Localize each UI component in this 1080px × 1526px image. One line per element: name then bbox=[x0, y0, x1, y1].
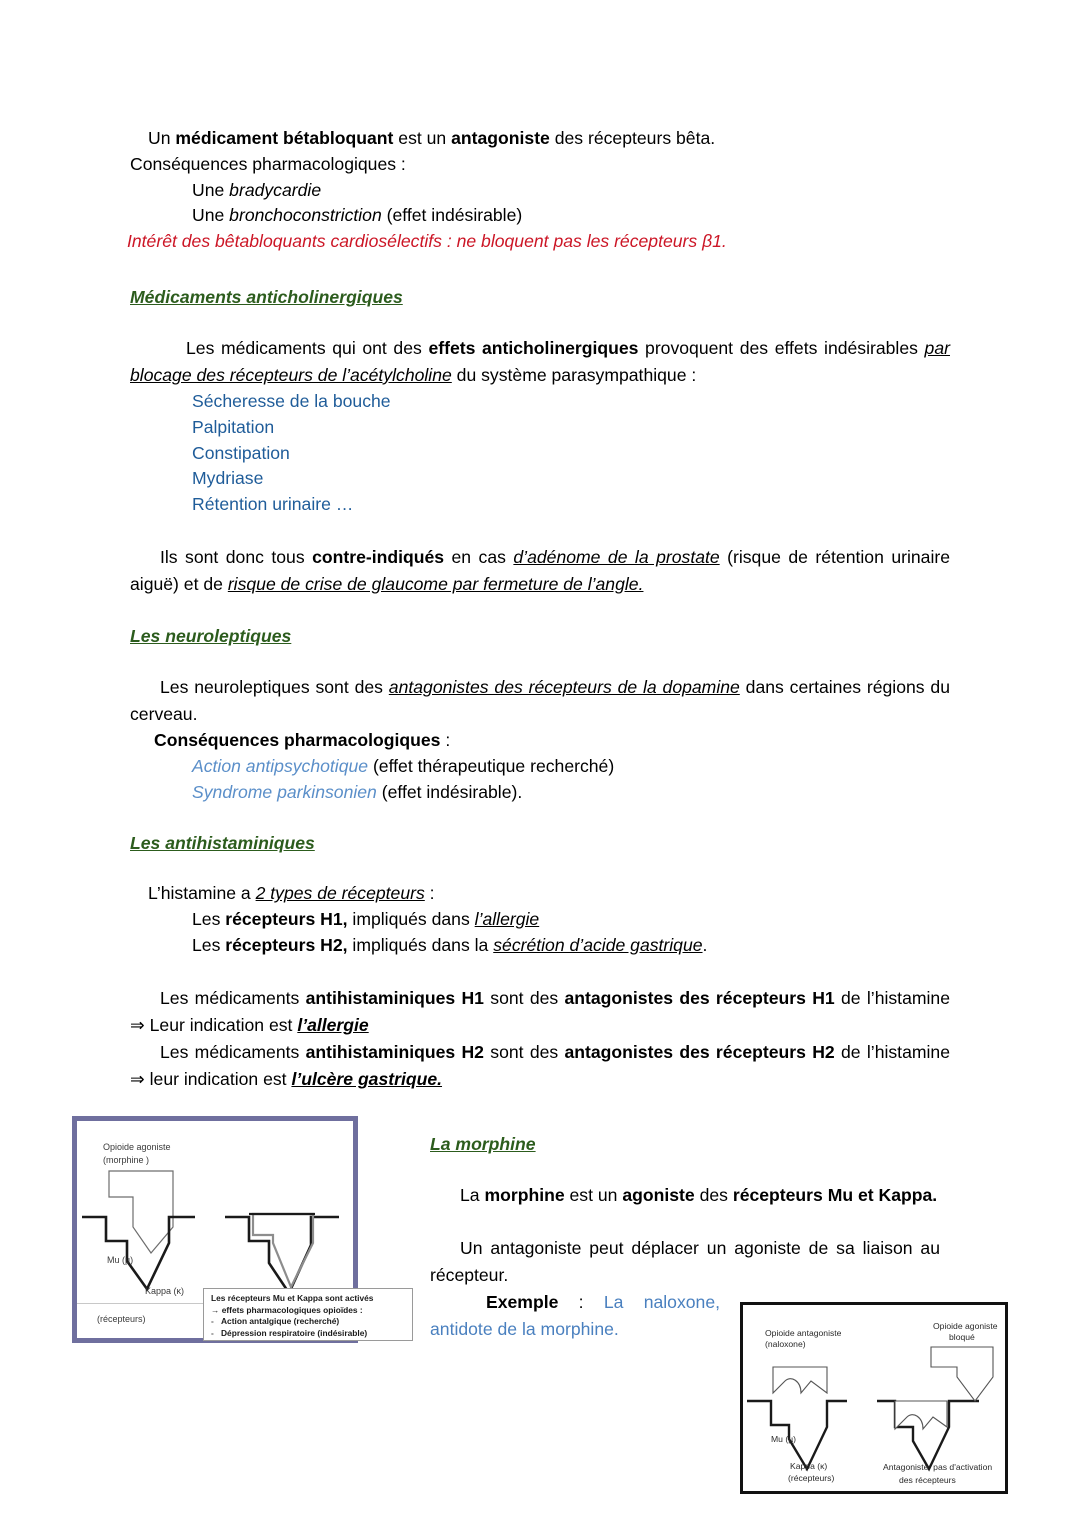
text-run: L’histamine a bbox=[148, 883, 256, 904]
blocked-agonist-shape bbox=[931, 1347, 993, 1401]
antihistamines-receptor-item bbox=[130, 933, 950, 959]
text-run-bold: agoniste bbox=[622, 1185, 695, 1205]
neuroleptics-consequences-label bbox=[130, 728, 950, 754]
text-run: de l’histamine ⇒ Leur indication est bbox=[130, 987, 950, 1035]
text-run-italic-underline: antagonistes des récepteurs de la dopamine bbox=[388, 676, 740, 697]
label-opioid-agonist-line2: (morphine ) bbox=[103, 1155, 150, 1165]
callout-line-3-text: Action antalgique (recherché) bbox=[221, 1316, 340, 1327]
text-run-bold-italic-underline: l’allergie bbox=[297, 1014, 369, 1035]
text-run: en cas bbox=[444, 546, 514, 567]
text-run-italic: bronchoconstriction bbox=[229, 205, 382, 226]
anticholinergic-effect-item: Constipation bbox=[192, 442, 290, 463]
text-run: sont des bbox=[483, 1041, 565, 1062]
text-run: Ils sont donc tous bbox=[160, 546, 313, 567]
label-kappa-receptor-2: Kappa (κ) bbox=[790, 1461, 828, 1471]
antagonist-ligand-shape bbox=[773, 1367, 827, 1393]
label-mu-receptor-2: Mu (µ) bbox=[771, 1434, 797, 1444]
betablocker-line-1 bbox=[130, 126, 950, 152]
text-run: : bbox=[424, 883, 435, 904]
text-run-bold: Conséquences pharmacologiques bbox=[154, 729, 441, 750]
morphine-paragraph-1 bbox=[430, 1182, 945, 1209]
anticholinergic-effect-item: Palpitation bbox=[192, 416, 275, 437]
text-run-italic: bradycardie bbox=[229, 179, 322, 200]
text-run: des récepteurs bêta. bbox=[549, 128, 716, 148]
text-run-bold-italic-underline: l’ulcère gastrique. bbox=[291, 1068, 443, 1089]
text-run-italic-underline: 2 types de récepteurs bbox=[255, 883, 425, 904]
anticholinergic-contraindication bbox=[130, 544, 950, 598]
antihistamines-h2-paragraph bbox=[130, 1039, 950, 1093]
text-run: impliqués dans bbox=[347, 909, 475, 930]
text-run: (effet indésirable). bbox=[376, 781, 523, 802]
text-run: est un bbox=[393, 128, 452, 148]
text-run-bold: récepteurs H1, bbox=[225, 909, 348, 930]
text-run: provoquent des effets indésirables bbox=[638, 337, 925, 358]
receptor-pocket-left-2 bbox=[747, 1401, 847, 1469]
text-run: La bbox=[460, 1185, 485, 1205]
text-run-bold: récepteurs H2, bbox=[225, 934, 348, 955]
callout-opioid-effects bbox=[203, 1288, 413, 1341]
text-run-bold: récepteurs Mu et Kappa. bbox=[732, 1185, 938, 1205]
label-opioid-antagonist-line1: Opioide antagoniste bbox=[765, 1328, 842, 1338]
betablocker-red-note: Intérêt des bêtabloquants cardiosélectifs : ne bloquent pas les récepteurs β1. bbox=[127, 231, 727, 252]
text-run: dans certaines régions du cerveau. bbox=[130, 676, 950, 724]
text-run-bold: antagoniste bbox=[451, 128, 550, 148]
bullet-dash: - bbox=[211, 1316, 214, 1327]
text-run-bold: antihistaminiques H2 bbox=[305, 1041, 484, 1062]
betablocker-bullet-1 bbox=[130, 178, 950, 204]
text-run: (effet indésirable) bbox=[381, 205, 523, 226]
label-opioid-agonist-line1: Opioide agoniste bbox=[103, 1142, 171, 1152]
anticholinergic-effect-item: Rétention urinaire … bbox=[192, 494, 354, 515]
text-run: (risque de rétention urinaire aiguë) et de bbox=[130, 546, 950, 594]
text-run-italic-underline: par blocage des récepteurs de l’acétylcholine bbox=[130, 337, 950, 385]
heading-morphine: La morphine bbox=[430, 1134, 536, 1154]
label-receptors-2: (récepteurs) bbox=[788, 1473, 835, 1483]
heading-neuroleptiques: Les neuroleptiques bbox=[130, 625, 292, 646]
text-run-italic-blue: Syndrome parkinsonien bbox=[192, 781, 377, 802]
label-mu-receptor: Mu (µ) bbox=[107, 1255, 134, 1265]
neuroleptics-consequence-item bbox=[130, 780, 950, 806]
figure-antagonist-canvas bbox=[743, 1305, 1005, 1491]
text-run: Les médicaments bbox=[160, 987, 306, 1008]
text-run: Les médicaments qui ont des bbox=[186, 337, 429, 358]
text-run-italic-underline: sécrétion d’acide gastrique bbox=[493, 934, 703, 955]
callout-line-4 bbox=[211, 1328, 407, 1340]
text-run-bold: contre-indiqués bbox=[312, 546, 445, 567]
text-run: Une bbox=[192, 179, 230, 200]
label-kappa-receptor: Kappa (κ) bbox=[145, 1286, 185, 1296]
text-run: est un bbox=[564, 1185, 623, 1205]
text-run: de l’histamine ⇒ leur indication est bbox=[130, 1041, 950, 1089]
label-opioid-antagonist-line2: (naloxone) bbox=[765, 1339, 806, 1349]
callout-line-4-text: Dépression respiratoire (indésirable) bbox=[221, 1327, 368, 1338]
label-receptors: (récepteurs) bbox=[97, 1314, 146, 1324]
label-blocked-agonist-line2: bloqué bbox=[949, 1332, 975, 1342]
anticholinergic-paragraph bbox=[130, 335, 950, 389]
text-run-italic-underline: risque de crise de glaucome par fermeture de l’angle. bbox=[227, 573, 644, 594]
text-run-italic-underline: l’allergie bbox=[474, 909, 540, 930]
text-run: Les bbox=[192, 909, 226, 930]
antihistamines-h1-paragraph bbox=[130, 985, 950, 1039]
bullet-dash: - bbox=[211, 1327, 214, 1338]
text-run-bold: morphine bbox=[484, 1185, 565, 1205]
text-run-bold: médicament bétabloquant bbox=[175, 128, 394, 148]
callout-line-1: Les récepteurs Mu et Kappa sont activés bbox=[211, 1293, 374, 1303]
agonist-bound-shape bbox=[253, 1214, 313, 1287]
text-run: Les neuroleptiques sont des bbox=[160, 676, 389, 697]
callout-line-2: → effets pharmacologiques opioïdes : bbox=[211, 1304, 363, 1315]
text-run-bold: antihistaminiques H1 bbox=[305, 987, 484, 1008]
text-run: sont des bbox=[483, 987, 565, 1008]
betablocker-line-2: Conséquences pharmacologiques : bbox=[130, 153, 406, 174]
betablocker-bullet-2 bbox=[130, 203, 950, 229]
text-run: : bbox=[440, 729, 451, 750]
text-run: . bbox=[702, 934, 708, 955]
text-run-italic-underline: d’adénome de la prostate bbox=[513, 546, 720, 567]
anticholinergic-effect-item: Sécheresse de la bouche bbox=[192, 390, 391, 411]
text-run: du système parasympathique : bbox=[451, 364, 697, 385]
text-run-bold: Exemple bbox=[486, 1292, 559, 1312]
text-run: impliqués dans la bbox=[347, 934, 494, 955]
text-run: Une bbox=[192, 205, 230, 226]
text-run: Les bbox=[192, 934, 226, 955]
label-caption-line1: Antagoniste: pas d'activation bbox=[883, 1462, 993, 1472]
neuroleptics-paragraph bbox=[130, 674, 950, 728]
callout-line-3 bbox=[211, 1316, 407, 1328]
heading-anticholinergiques: Médicaments anticholinergiques bbox=[130, 286, 403, 307]
antihistamines-intro bbox=[130, 881, 950, 907]
label-caption-line2: des récepteurs bbox=[899, 1475, 956, 1485]
heading-antihistaminiques: Les antihistaminiques bbox=[130, 833, 315, 854]
morphine-example bbox=[430, 1289, 720, 1343]
text-run: Les médicaments bbox=[160, 1041, 306, 1062]
document-body bbox=[127, 126, 950, 1093]
text-run: (effet thérapeutique recherché) bbox=[368, 755, 615, 776]
morphine-paragraph-2: Un antagoniste peut déplacer un agoniste de sa liaison au récepteur. bbox=[430, 1238, 940, 1285]
text-run: : bbox=[558, 1292, 604, 1312]
label-blocked-agonist-line1: Opioide agoniste bbox=[933, 1321, 998, 1331]
text-run: des bbox=[694, 1185, 733, 1205]
antagonist-bound-shape bbox=[895, 1401, 947, 1429]
neuroleptics-consequence-item bbox=[130, 754, 950, 780]
figure-opioid-antagonist bbox=[740, 1302, 1008, 1494]
text-run: Un bbox=[148, 128, 176, 148]
anticholinergic-effect-item: Mydriase bbox=[192, 468, 264, 489]
text-run-bold: antagonistes des récepteurs H1 bbox=[564, 987, 835, 1008]
text-run-bold: effets anticholinergiques bbox=[428, 337, 639, 358]
antihistamines-receptor-item bbox=[130, 907, 950, 933]
text-run-bold: antagonistes des récepteurs H2 bbox=[564, 1041, 835, 1062]
text-run-blue: La naloxone, antidote de la morphine. bbox=[430, 1292, 720, 1339]
text-run-italic-blue: Action antipsychotique bbox=[192, 755, 369, 776]
